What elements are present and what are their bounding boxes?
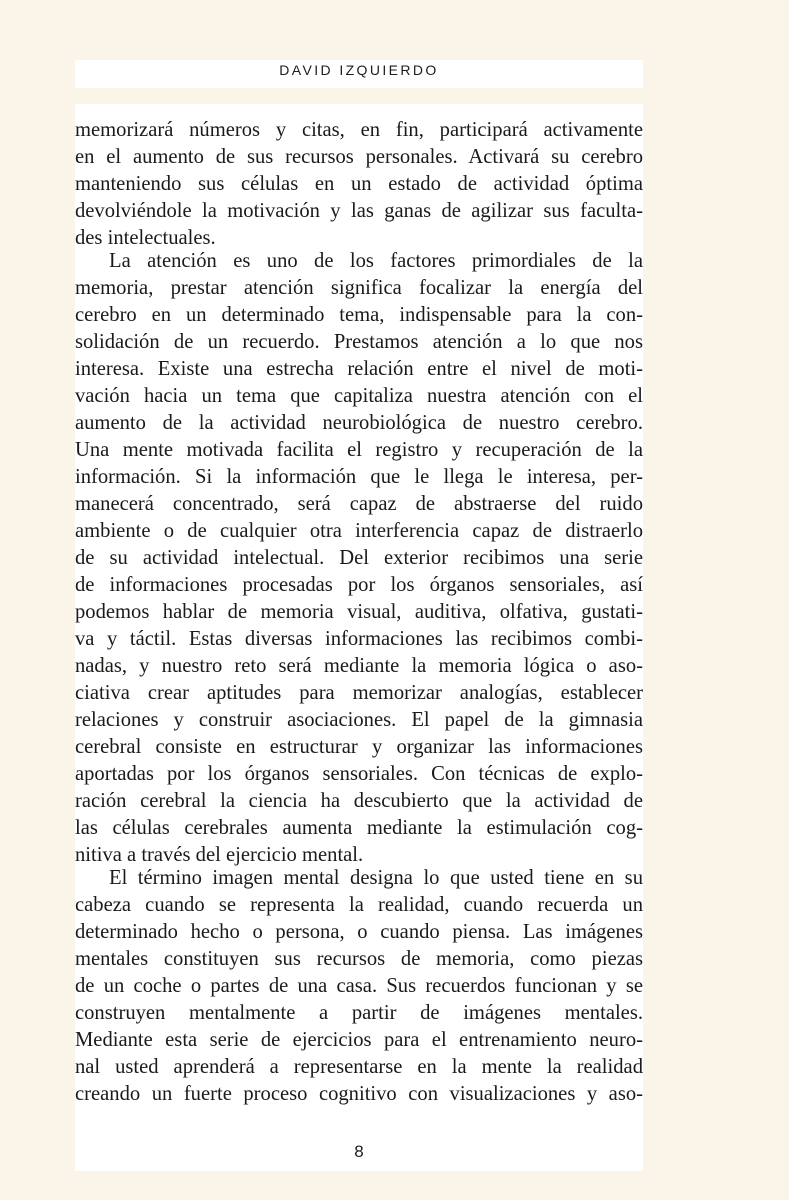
text-line: en el aumento de sus recursos personales. Activará su cerebro	[75, 146, 643, 168]
text-line: memoria, prestar atención significa focalizar la energía del	[75, 277, 643, 299]
text-line: construyen mentalmente a partir de imágenes mentales.	[75, 1002, 643, 1024]
text-line: interesa. Existe una estrecha relación entre el nivel de moti-	[75, 358, 643, 380]
text-line: ambiente o de cualquier otra interferencia capaz de distraerlo	[75, 520, 643, 542]
text-line: información. Si la información que le llega le interesa, per-	[75, 466, 643, 488]
text-line: aportadas por los órganos sensoriales. Con técnicas de explo-	[75, 763, 643, 785]
text-line: nadas, y nuestro reto será mediante la memoria lógica o aso-	[75, 655, 643, 677]
text-line: ciativa crear aptitudes para memorizar analogías, establecer	[75, 682, 643, 704]
text-line: nal usted aprenderá a representarse en la mente la realidad	[75, 1056, 643, 1078]
text-line: solidación de un recuerdo. Prestamos atención a lo que nos	[75, 331, 643, 353]
text-line: El término imagen mental designa lo que usted tiene en su	[109, 867, 643, 889]
text-line: va y táctil. Estas diversas informaciones las recibimos combi-	[75, 628, 643, 650]
text-line: des intelectuales.	[75, 227, 216, 249]
text-line: manteniendo sus células en un estado de actividad óptima	[75, 173, 643, 195]
text-line: creando un fuerte proceso cognitivo con visualizaciones y aso-	[75, 1083, 643, 1105]
running-head-band	[75, 60, 643, 88]
text-line: de informaciones procesadas por los órganos sensoriales, así	[75, 574, 643, 596]
text-line: de un coche o partes de una casa. Sus recuerdos funcionan y se	[75, 975, 643, 997]
text-line: aumento de la actividad neurobiológica de nuestro cerebro.	[75, 412, 643, 434]
text-line: relaciones y construir asociaciones. El papel de la gimnasia	[75, 709, 643, 731]
running-head: DAVID IZQUIERDO	[279, 62, 439, 78]
text-line: cabeza cuando se representa la realidad, cuando recuerda un	[75, 894, 643, 916]
page-number: 8	[354, 1142, 364, 1161]
text-line: determinado hecho o persona, o cuando piensa. Las imágenes	[75, 921, 643, 943]
text-line: devolviéndole la motivación y las ganas de agilizar sus faculta-	[75, 200, 643, 222]
text-line: manecerá concentrado, será capaz de abstraerse del ruido	[75, 493, 643, 515]
text-line: podemos hablar de memoria visual, auditiva, olfativa, gustati-	[75, 601, 643, 623]
text-line: ración cerebral la ciencia ha descubierto que la actividad de	[75, 790, 643, 812]
text-line: mentales constituyen sus recursos de memoria, como piezas	[75, 948, 643, 970]
text-line: vación hacia un tema que capitaliza nuestra atención con el	[75, 385, 643, 407]
text-line: cerebro en un determinado tema, indispensable para la con-	[75, 304, 643, 326]
text-line: de su actividad intelectual. Del exterior recibimos una serie	[75, 547, 643, 569]
text-line: Mediante esta serie de ejercicios para el entrenamiento neuro-	[75, 1029, 643, 1051]
text-line: nitiva a través del ejercicio mental.	[75, 844, 364, 866]
text-line: La atención es uno de los factores primordiales de la	[109, 250, 643, 272]
page-number-band	[75, 1137, 643, 1171]
text-line: memorizará números y citas, en fin, participará activamente	[75, 119, 643, 141]
text-line: Una mente motivada facilita el registro y recuperación de la	[75, 439, 643, 461]
body-text	[75, 104, 643, 1150]
text-line: las células cerebrales aumenta mediante la estimulación cog-	[75, 817, 643, 839]
text-line: cerebral consiste en estructurar y organizar las informaciones	[75, 736, 643, 758]
